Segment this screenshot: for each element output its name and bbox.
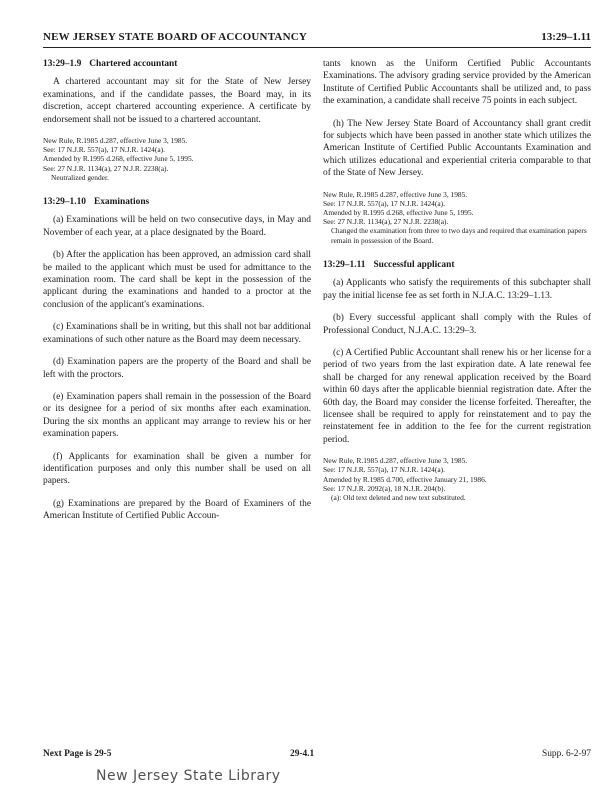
history-note: See: 27 N.J.R. 1134(a), 27 N.J.R. 2238(a).	[323, 217, 449, 227]
paragraph-h: (h) The New Jersey State Board of Accountancy shall grant credit for subjects which have been passed in another state which utilizes the American Institute of Certified Public Accountants Examination and which utilizes educational and experiential criteria comparable to that of the State of New Jersey.	[323, 118, 591, 179]
paragraph-c: (c) A Certified Public Accountant shall renew his or her license for a period of two years from the last expiration date. A late renewal fee shall be charged for any renewal application received by the Board within 60 days after the applicable biennial registration date. After the 60th day, the Board may consider the license forfeited. Thereafter, the licensee shall be required to apply for reinstatement and to pay the reinstatement fee in addition to the fee for the current registration period.	[323, 347, 591, 445]
history-note: See: 17 N.J.R. 2092(a), 18 N.J.R. 204(b).	[323, 483, 446, 493]
history-notes	[323, 456, 591, 502]
running-title: NEW JERSEY STATE BOARD OF ACCOUNTANCY	[43, 31, 307, 43]
history-note: Amended by R.1995 d.268, effective June 5, 1995.	[323, 208, 474, 218]
paragraph-c: (c) Examinations shall be in writing, but this shall not bar additional examinations of such other nature as the Board may deem necessary.	[43, 322, 311, 345]
history-note: New Rule, R.1985 d.287, effective June 3, 1985.	[323, 189, 468, 199]
paragraph-f: (f) Applicants for examination shall be given a number for identification purposes and only this number shall be used on all papers.	[43, 451, 311, 487]
section-number: 13:29–1.11	[323, 259, 366, 270]
right-column	[323, 58, 591, 516]
history-note: See: 17 N.J.R. 557(a), 17 N.J.R. 1424(a).	[323, 198, 445, 208]
paragraph-b: (b) After the application has been approved, an admission card shall be mailed to the applicant which must be used for admittance to the examination room. The card shall be kept in the possession of the applicant during the examinations and handed to a proctor at the conclusion of the applicant's examinations.	[43, 250, 311, 310]
paragraph-b: (b) Every successful applicant shall comply with the Rules of Professional Conduct, N.J.A.C. 13:29–3.	[323, 313, 591, 336]
section-title: Chartered accountant	[89, 59, 178, 69]
library-stamp: New Jersey State Library	[96, 768, 281, 784]
left-column	[43, 58, 311, 533]
section-number: 13:29–1.9	[43, 59, 82, 69]
paragraph: A chartered accountant may sit for the State of New Jersey examinations, and if the candidate passes, the Board may, in its discretion, accept chartered accounting experience. A certificate by endorsement shall not be issued to a chartered accountant.	[43, 77, 311, 125]
section-heading-1-11	[323, 259, 591, 271]
section-heading-1-10	[43, 196, 311, 208]
paragraph-g: (g) Examinations are prepared by the Board of Examiners of the American Institute of Certified Public Accoun-	[43, 498, 311, 522]
paragraph-g-continued: tants known as the Uniform Certified Public Accountants Examinations. The advisory grading service provided by the American Institute of Certified Public Accountants shall be utilized and, to pass the examination, a candidate shall receive 75 points in each subject.	[323, 59, 591, 107]
history-notes	[43, 136, 311, 182]
next-page-note: Next Page is 29-5	[43, 749, 112, 759]
history-note: New Rule, R.1985 d.287, effective June 3, 1985.	[43, 136, 188, 146]
page-number: 29-4.1	[290, 749, 315, 759]
history-note: See: 27 N.J.R. 1134(a), 27 N.J.R. 2238(a).	[43, 163, 169, 173]
history-note: Amended by R.1995 d.268, effective June 5, 1995.	[43, 154, 194, 164]
page-header	[43, 27, 591, 48]
supplement-date: Supp. 6-2-97	[542, 749, 591, 759]
section-heading-1-9	[43, 58, 311, 70]
paragraph-e: (e) Examination papers shall remain in the possession of the Board or its designee for a period of six months after each examination. During the six months an applicant may arrange to review his or her examination papers.	[43, 391, 311, 440]
section-title: Successful applicant	[373, 259, 455, 270]
paragraph-a: (a) Applicants who satisfy the requirements of this subchapter shall pay the initial license fee as set forth in N.J.A.C. 13:29–1.13.	[323, 278, 591, 301]
history-note: New Rule, R.1985 d.287, effective June 3, 1985.	[323, 456, 468, 466]
paragraph-d: (d) Examination papers are the property of the Board and shall be left with the proctors.	[43, 357, 311, 380]
history-note: Amended by R.1985 d.700, effective January 21, 1986.	[323, 474, 487, 484]
history-note: (a): Old text deleted and new text substituted.	[331, 492, 466, 502]
history-notes	[323, 190, 591, 245]
section-title: Examinations	[93, 197, 150, 208]
history-note: See: 17 N.J.R. 557(a), 17 N.J.R. 1424(a).	[323, 465, 445, 475]
paragraph-a: (a) Examinations will be held on two consecutive days, in May and November of each year, at a place designated by the Board.	[43, 215, 311, 238]
section-number: 13:29–1.10	[43, 197, 86, 208]
history-note: Neutralized gender.	[51, 172, 109, 182]
history-note: Changed the examination from three to two days and required that examination papers remain in possession of the Board.	[331, 226, 587, 245]
history-note: See: 17 N.J.R. 557(a), 17 N.J.R. 1424(a).	[43, 145, 165, 155]
section-reference: 13:29–1.11	[541, 31, 591, 43]
